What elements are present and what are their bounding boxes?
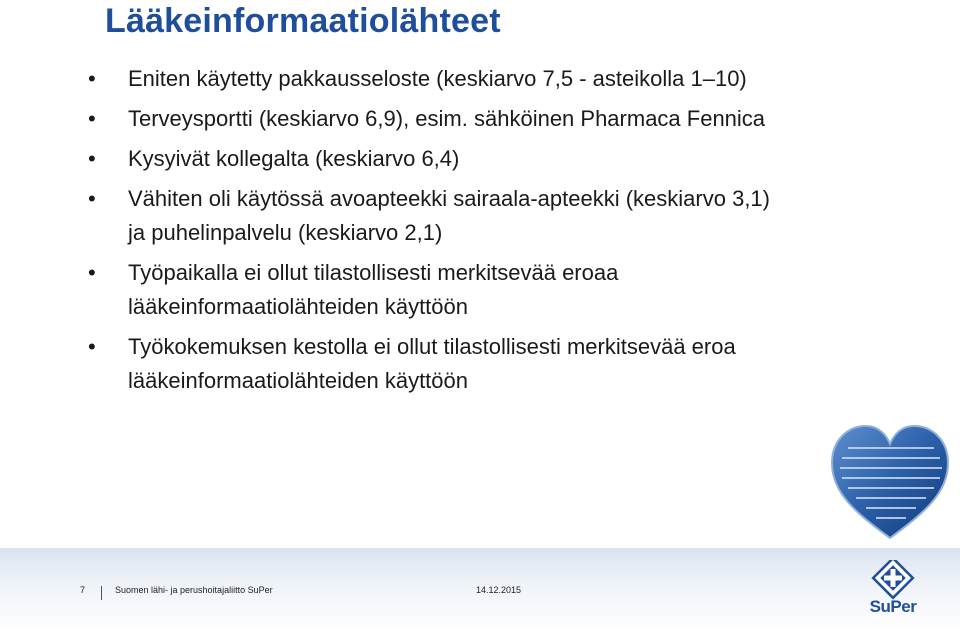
slide-title: Lääkeinformaatiolähteet xyxy=(105,2,501,40)
bullet-item: • Terveysportti (keskiarvo 6,9), esim. sähköinen Pharmaca Fennica xyxy=(88,102,778,136)
bullet-item: • Työpaikalla ei ollut tilastollisesti merkitsevää eroaa lääkeinformaatiolähteiden käyttöön xyxy=(88,256,778,324)
heart-icon xyxy=(826,418,954,548)
bullet-item: • Vähiten oli käytössä avoapteekki sairaala-apteekki (keskiarvo 3,1) ja puhelinpalvelu (keskiarvo 2,1) xyxy=(88,182,778,250)
logo-text: SuPer xyxy=(869,597,917,616)
page-number: 7 xyxy=(80,585,86,595)
footer-divider xyxy=(101,586,102,600)
footer-date: 14.12.2015 xyxy=(476,585,522,595)
bullet-item: • Kysyivät kollegalta (keskiarvo 6,4) xyxy=(88,142,778,176)
bullet-item: • Työkokemuksen kestolla ei ollut tilastollisesti merkitsevää eroa lääkeinformaatiolähteiden käyttöön xyxy=(88,330,778,398)
footer-organization: Suomen lähi- ja perushoitajaliitto SuPer xyxy=(115,585,273,595)
bullet-item: • Eniten käytetty pakkausseloste (keskiarvo 7,5 - asteikolla 1–10) xyxy=(88,62,778,96)
bullet-list xyxy=(88,62,778,404)
